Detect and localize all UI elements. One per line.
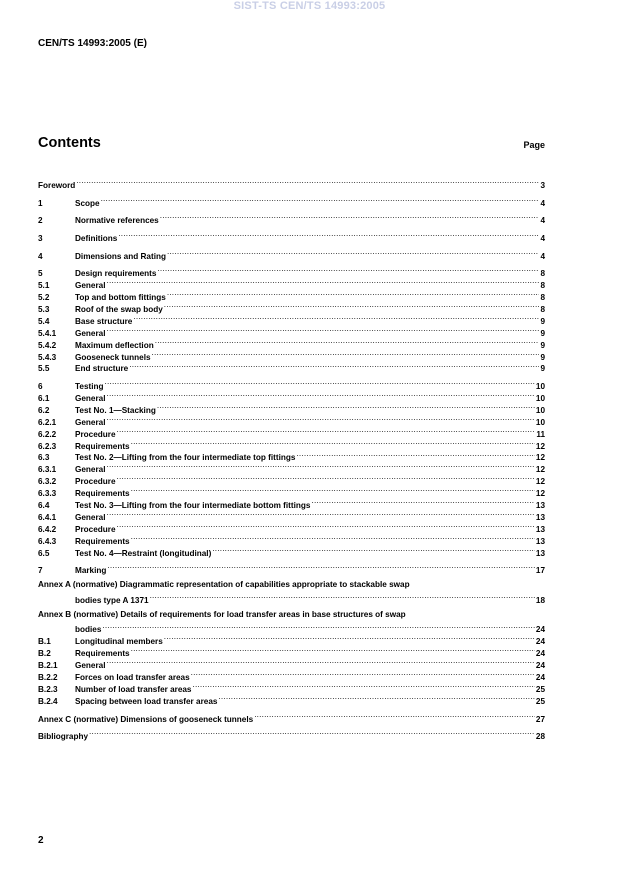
toc-leader-dots — [155, 336, 540, 348]
toc-entry[interactable] — [38, 508, 545, 520]
toc-entry-page: 10 — [535, 417, 545, 427]
toc-leader-dots — [167, 288, 540, 300]
toc-entry-page: 25 — [535, 696, 545, 706]
toc-entry[interactable] — [38, 264, 545, 279]
toc-entry[interactable] — [38, 472, 545, 487]
toc-leader-dots — [117, 520, 535, 532]
toc-entry-number: B.2.4 — [38, 696, 58, 706]
toc-entry-title: Longitudinal members — [75, 637, 163, 647]
toc-leader-dots — [131, 644, 535, 656]
toc-entry-number: 6.4.1 — [38, 512, 57, 522]
toc-leader-dots — [107, 561, 534, 573]
toc-entry[interactable] — [38, 425, 545, 437]
toc-entry-page: 8 — [540, 281, 545, 291]
toc-entry-page: 12 — [535, 477, 545, 487]
toc-entry[interactable] — [38, 520, 545, 532]
toc-entry-title: Procedure — [75, 429, 116, 439]
toc-entry-number: 7 — [38, 566, 43, 576]
toc-annex-b-line1[interactable]: Annex B (normative) Details of requirements for load transfer areas in base structures of swap — [38, 609, 406, 619]
toc-leader-dots — [89, 727, 535, 739]
toc-leader-dots — [191, 668, 535, 680]
toc-entry-number: B.1 — [38, 637, 51, 647]
toc-entry-number: B.2 — [38, 649, 51, 659]
toc-entry[interactable] — [38, 668, 545, 683]
toc-annex-a[interactable] — [38, 591, 545, 603]
toc-entry-title: General — [75, 281, 106, 291]
toc-entry[interactable] — [38, 229, 545, 241]
toc-entry-number: 6.5 — [38, 548, 50, 558]
toc-entry-page: 24 — [535, 673, 545, 683]
toc-leader-dots — [133, 312, 539, 324]
toc-entry-title: End structure — [75, 364, 129, 374]
toc-entry-number: 6.2.2 — [38, 429, 57, 439]
watermark: SIST-TS CEN/TS 14993:2005 — [233, 0, 386, 12]
toc-annex-b[interactable] — [38, 621, 545, 633]
toc-entry-page: 18 — [535, 595, 545, 605]
toc-entry-title: Bibliography — [38, 732, 89, 742]
toc-entry-title: Roof of the swap body — [75, 305, 163, 314]
toc-entry-number: 6.3 — [38, 453, 50, 463]
toc-entry[interactable] — [38, 632, 545, 647]
toc-entry[interactable] — [38, 176, 545, 188]
toc-entry-page: 25 — [535, 684, 545, 694]
toc-entry[interactable] — [38, 276, 545, 291]
toc-entry-page: 10 — [535, 394, 545, 404]
toc-leader-dots — [150, 591, 535, 603]
toc-entry-title: Top and bottom fittings — [75, 293, 166, 303]
toc-entry-number: 6.2 — [38, 405, 50, 415]
toc-leader-dots — [131, 437, 535, 449]
toc-entry-number: B.2.3 — [38, 684, 58, 694]
toc-entry-page: 24 — [535, 661, 545, 671]
toc-entry[interactable] — [38, 561, 545, 576]
toc-entry-page: 4 — [540, 251, 545, 261]
toc-entry-number: 5.4.1 — [38, 328, 57, 338]
toc-bibliography[interactable] — [38, 727, 545, 742]
toc-entry-number: 6 — [38, 382, 43, 392]
toc-entry-page: 11 — [536, 429, 545, 439]
toc-entry[interactable] — [38, 401, 545, 413]
toc-entry-title: Forces on load transfer areas — [75, 673, 190, 683]
toc-entry-title: bodies type A 1371 — [75, 595, 149, 605]
toc-entry-title: Test No. 3—Lifting from the four intermediate bottom fittings — [75, 501, 311, 511]
toc-entry-number: 5 — [38, 269, 43, 279]
toc-entry-title: Testing — [75, 382, 104, 392]
toc-entry-title: Maximum deflection — [75, 340, 154, 350]
toc-leader-dots — [129, 360, 539, 372]
toc-entry-title: Normative references — [75, 216, 159, 226]
toc-entry[interactable] — [38, 336, 545, 348]
toc-entry-number: 5.1 — [38, 281, 50, 291]
toc-leader-dots — [311, 496, 534, 508]
toc-entry-number: 6.3.2 — [38, 477, 57, 487]
toc-leader-dots — [105, 377, 535, 389]
toc-leader-dots — [192, 680, 534, 692]
toc-entry-number: 5.4.3 — [38, 352, 57, 362]
toc-entry-page: 9 — [540, 316, 545, 326]
toc-entry-page: 24 — [535, 637, 545, 647]
toc-entry-page: 12 — [535, 489, 545, 499]
toc-entry-page: 4 — [540, 216, 545, 226]
toc-leader-dots — [107, 656, 535, 668]
toc-entry-page: 9 — [540, 352, 545, 362]
toc-annex-c[interactable] — [38, 710, 545, 722]
toc-entry-title: Dimensions and Rating — [75, 251, 166, 261]
toc-entry-number: 3 — [38, 233, 43, 243]
toc-entry-page: 28 — [535, 732, 545, 742]
toc-entry-title: Spacing between load transfer areas — [75, 696, 218, 706]
toc-entry-title: General — [75, 417, 106, 427]
toc-leader-dots — [164, 300, 540, 312]
toc-entry[interactable] — [38, 324, 545, 336]
toc-entry-page: 9 — [540, 328, 545, 338]
toc-entry[interactable] — [38, 377, 545, 392]
toc-leader-dots — [117, 472, 535, 484]
toc-leader-dots — [107, 276, 540, 288]
toc-entry[interactable] — [38, 211, 545, 226]
toc-leader-dots — [117, 425, 536, 437]
toc-entry-page: 8 — [540, 269, 545, 279]
toc-entry-number: B.2.1 — [38, 661, 58, 671]
contents-heading: Contents — [38, 135, 101, 151]
toc-entry-page: 24 — [535, 649, 545, 659]
toc-entry-title: Test No. 1—Stacking — [75, 405, 156, 415]
toc-entry-number: 5.4.2 — [38, 340, 57, 350]
toc-entry[interactable] — [38, 656, 545, 671]
toc-entry-number: 6.3.3 — [38, 489, 57, 499]
toc-entry-page: 9 — [540, 340, 545, 350]
toc-entry-page: 12 — [535, 441, 545, 451]
toc-entry-title: bodies — [75, 625, 102, 635]
toc-entry[interactable] — [38, 288, 545, 303]
toc-entry-number: 5.5 — [38, 364, 50, 374]
toc-entry-number: 5.2 — [38, 293, 50, 303]
toc-entry-number: 6.1 — [38, 394, 50, 404]
toc-entry-title: General — [75, 394, 106, 404]
toc-leader-dots — [107, 389, 535, 401]
toc-leader-dots — [160, 211, 540, 223]
toc-entry-title: General — [75, 661, 106, 671]
toc-leader-dots — [254, 710, 535, 722]
toc-entry-title: Requirements — [75, 489, 130, 499]
toc-entry-number: 6.2.1 — [38, 417, 57, 427]
toc-entry-title: Marking — [75, 566, 107, 576]
toc-entry-page: 13 — [535, 548, 545, 558]
toc-leader-dots — [102, 621, 535, 633]
toc-leader-dots — [157, 264, 539, 276]
toc-leader-dots — [107, 460, 535, 472]
toc-leader-dots — [157, 401, 535, 413]
toc-entry-title: Procedure — [75, 524, 116, 534]
toc-entry-page: 9 — [540, 364, 545, 374]
toc-entry-title: Foreword — [38, 180, 76, 190]
toc-entry-title: Design requirements — [75, 269, 157, 279]
toc-entry-page: 12 — [535, 465, 545, 475]
toc-entry-number: 5.3 — [38, 305, 50, 314]
toc-entry-title: Test No. 4—Restraint (longitudinal) — [75, 548, 212, 558]
toc-entry-number: 4 — [38, 251, 43, 261]
toc-entry-title: Gooseneck tunnels — [75, 352, 151, 362]
toc-entry-title: Scope — [75, 198, 100, 208]
toc-entry-number: 6.2.3 — [38, 441, 57, 451]
toc-leader-dots — [296, 449, 534, 461]
toc-entry-number: 1 — [38, 198, 43, 208]
toc-entry-page: 8 — [540, 305, 545, 314]
toc-entry-title: Requirements — [75, 536, 130, 546]
toc-entry-title: Definitions — [75, 233, 118, 243]
toc-entry-page: 24 — [535, 625, 545, 635]
toc-entry-title: Annex C (normative) Dimensions of gooseneck tunnels — [38, 714, 254, 724]
toc-entry-number: 5.4 — [38, 316, 50, 326]
toc-entry-title: Requirements — [75, 441, 130, 451]
toc-leader-dots — [101, 194, 540, 206]
toc-entry[interactable] — [38, 413, 545, 425]
toc-leader-dots — [76, 176, 539, 188]
toc-entry-number: 6.4.2 — [38, 524, 57, 534]
page-column-heading: Page — [523, 140, 545, 150]
toc-entry-title: General — [75, 512, 106, 522]
toc-entry-page: 8 — [540, 293, 545, 303]
toc-entry-number: 2 — [38, 216, 43, 226]
toc-entry-page: 27 — [535, 714, 545, 724]
toc-leader-dots — [107, 413, 535, 425]
toc-leader-dots — [218, 692, 534, 704]
toc-leader-dots — [131, 532, 535, 544]
toc-entry-title: General — [75, 465, 106, 475]
toc-entry-title: Number of load transfer areas — [75, 684, 192, 694]
toc-entry-number: 6.4.3 — [38, 536, 57, 546]
toc-leader-dots — [118, 229, 539, 241]
toc-leader-dots — [107, 324, 540, 336]
toc-entry-number: 6.4 — [38, 501, 50, 511]
toc-entry-page: 10 — [535, 382, 545, 392]
toc-leader-dots — [212, 544, 535, 556]
toc-entry-title: Procedure — [75, 477, 116, 487]
toc-entry-page: 3 — [540, 180, 545, 190]
toc-leader-dots — [107, 508, 535, 520]
toc-leader-dots — [164, 632, 535, 644]
toc-entry-page: 12 — [535, 453, 545, 463]
toc-annex-a-line1[interactable]: Annex A (normative) Diagrammatic representation of capabilities appropriate to stackable swap — [38, 580, 410, 590]
toc-entry-page: 4 — [540, 198, 545, 208]
toc-entry-page: 13 — [535, 512, 545, 522]
toc-entry-page: 13 — [535, 536, 545, 546]
toc-entry-title: Base structure — [75, 316, 133, 326]
toc-entry-page: 4 — [540, 233, 545, 243]
toc-leader-dots — [131, 484, 535, 496]
toc-entry[interactable] — [38, 194, 545, 206]
toc-entry-number: 6.3.1 — [38, 465, 57, 475]
toc-entry[interactable] — [38, 247, 545, 259]
toc-entry-page: 17 — [535, 566, 545, 576]
toc-entry[interactable] — [38, 389, 545, 404]
toc-entry[interactable] — [38, 460, 545, 475]
toc-entry-page: 13 — [535, 501, 545, 511]
toc-entry-title: General — [75, 328, 106, 338]
table-of-contents — [38, 176, 545, 742]
toc-leader-dots — [167, 247, 539, 259]
toc-entry-title: Requirements — [75, 649, 130, 659]
document-id: CEN/TS 14993:2005 (E) — [38, 38, 147, 49]
toc-entry-number: B.2.2 — [38, 673, 58, 683]
toc-entry-page: 13 — [535, 524, 545, 534]
toc-leader-dots — [152, 348, 540, 360]
toc-entry-page: 10 — [535, 405, 545, 415]
toc-entry-title: Test No. 2—Lifting from the four intermediate top fittings — [75, 453, 296, 463]
page-number: 2 — [38, 835, 44, 846]
